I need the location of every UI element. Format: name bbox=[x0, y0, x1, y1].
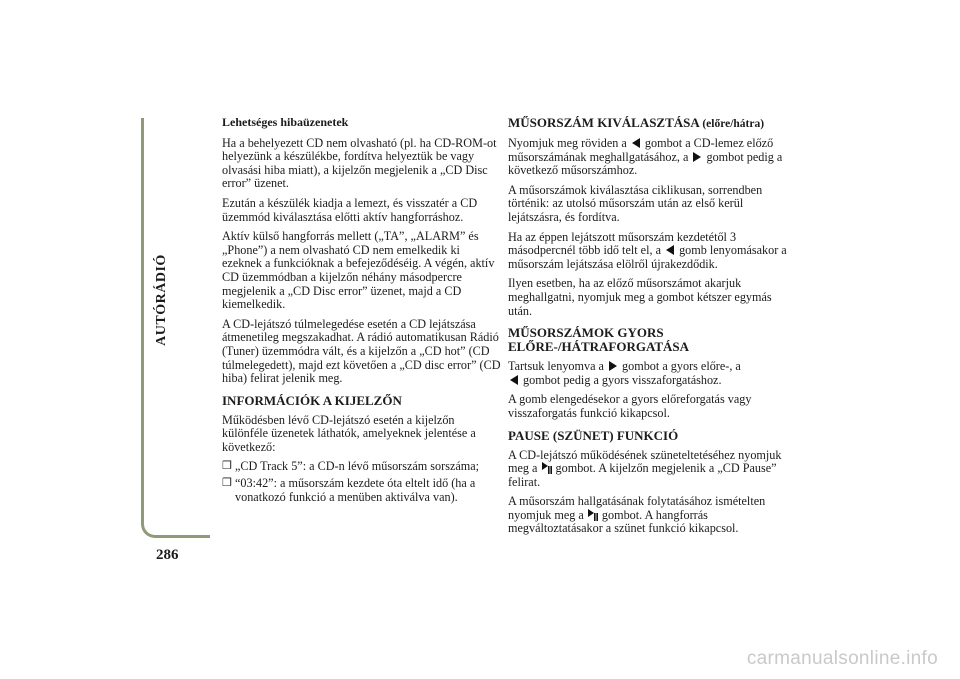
paragraph: A gomb elengedésekor a gyors előreforgatás vagy visszaforgatás funkció kikapcsol. bbox=[508, 392, 752, 420]
heading-display-info: INFORMÁCIÓK A KIJELZŐN bbox=[222, 392, 402, 408]
text-run: gombot. A kijelzőn megjelenik a „CD Pause” felirat. bbox=[508, 461, 777, 489]
text-run: gomb lenyomásakor a műsorszám lejátszása elölről újrakezdődik. bbox=[508, 243, 787, 271]
list-item-text: „CD Track 5”: a CD-n lévő műsorszám sorszáma; bbox=[235, 459, 480, 474]
paragraph bbox=[508, 449, 788, 490]
heading-track-select bbox=[508, 116, 788, 131]
play-pause-icon bbox=[588, 509, 598, 521]
site-watermark: carmanualsonline.info bbox=[746, 648, 938, 669]
text-run: gombot a CD-lemez előző műsorszámának meghallgatásához, a bbox=[508, 136, 774, 164]
text-run: gombot. A hangforrás megváltoztatásakor a szünet funkció kikapcsol. bbox=[508, 507, 739, 536]
text-run: gombot a gyors előre-, a bbox=[622, 359, 741, 374]
checkbox-bullet-icon: ❒ bbox=[222, 477, 232, 490]
text-run: Tartsuk lenyomva a bbox=[508, 359, 604, 374]
section-side-label: AUTÓRÁDIÓ bbox=[154, 254, 169, 346]
left-column bbox=[222, 116, 502, 507]
paragraph: Működésben lévő CD-lejátszó esetén a kijelzőn különféle üzenetek láthatók, amelyeknek jelentése a következő: bbox=[222, 412, 476, 454]
heading-error-messages: Lehetséges hibaüzenetek bbox=[222, 115, 349, 129]
text-run: A műsorszám hallgatásának folytatásához ismételten nyomjuk meg a bbox=[508, 494, 766, 522]
previous-track-icon bbox=[632, 138, 640, 148]
paragraph: Ezután a készülék kiadja a lemezt, és visszatér a CD üzemmód kiválasztása előtti aktív hangforráshoz. bbox=[222, 195, 478, 224]
checkbox-bullet-icon: ❒ bbox=[222, 460, 232, 473]
previous-track-icon bbox=[510, 375, 518, 385]
play-pause-icon bbox=[542, 462, 552, 474]
heading-paren: (előre/hátra) bbox=[702, 118, 765, 130]
list-item-text: “03:42”: a műsorszám kezdete óta eltelt idő (ha a vonatkozó funkció a menüben aktiválva van). bbox=[235, 476, 476, 504]
text-run: A CD-lejátszó működésének szüneteltetéséhez nyomjuk meg a bbox=[508, 447, 782, 476]
paragraph: Ilyen esetben, ha az előző műsorszámot akarjuk meghallgatni, nyomjuk meg a gombot kétszer egymás után. bbox=[508, 276, 772, 318]
next-track-icon bbox=[609, 361, 617, 371]
list-item bbox=[222, 460, 502, 474]
heading-text: MŰSORSZÁM KIVÁLASZTÁSA bbox=[508, 115, 700, 130]
previous-track-icon bbox=[666, 245, 674, 255]
next-track-icon bbox=[693, 152, 701, 162]
page-number: 286 bbox=[156, 547, 179, 563]
paragraph bbox=[508, 495, 788, 536]
paragraph bbox=[508, 137, 788, 178]
right-column bbox=[508, 116, 788, 542]
text-run: Nyomjuk meg röviden a bbox=[508, 136, 627, 150]
paragraph bbox=[508, 360, 788, 387]
heading-pause-function: PAUSE (SZÜNET) FUNKCIÓ bbox=[508, 427, 679, 443]
paragraph: A műsorszámok kiválasztása ciklikusan, sorrendben történik: az utolsó műsorszám után az első kerül lejátszásra, és fordítva. bbox=[508, 182, 763, 224]
text-run: Ha az éppen lejátszott műsorszám kezdetétől 3 másodpercnél több idő telt el, a bbox=[508, 229, 737, 258]
list-item bbox=[222, 477, 502, 504]
text-run: gombot pedig a következő műsorszámhoz. bbox=[508, 149, 783, 178]
paragraph: Ha a behelyezett CD nem olvasható (pl. ha CD-ROM-ot helyezünk a készülékbe, fordítva helyeztük be vagy olvasási hiba miatt), a kijelzőn megjelenik a „CD Disc error” üzenet. bbox=[222, 135, 497, 191]
text-run: gombot pedig a gyors visszaforgatáshoz. bbox=[523, 372, 722, 387]
paragraph: A CD-lejátszó túlmelegedése esetén a CD lejátszása átmenetileg megszakadhat. A rádió automatikusan Rádió (Tuner) üzemmódra vált, és a kijelzőn a „CD hot” (CD túlmelegedett), majd ezt követően a „CD disc error” (CD hiba) felirat jelenik meg. bbox=[222, 316, 501, 386]
paragraph: Aktív külső hangforrás mellett („TA”, „ALARM” és „Phone”) a nem olvasható CD nem emelkedik ki ezeknek a funkcióknak a befejeződéséig. A végén, aktív CD üzemmódban a kijelzőn néhány másodpercre megjelenik a „CD Disc error” üzenet, majd a CD kiemelkedik. bbox=[222, 229, 495, 312]
paragraph bbox=[508, 231, 788, 272]
heading-fast-forward-rewind: MŰSORSZÁMOK GYORS ELŐRE-/HÁTRAFORGATÁSA bbox=[508, 325, 690, 355]
